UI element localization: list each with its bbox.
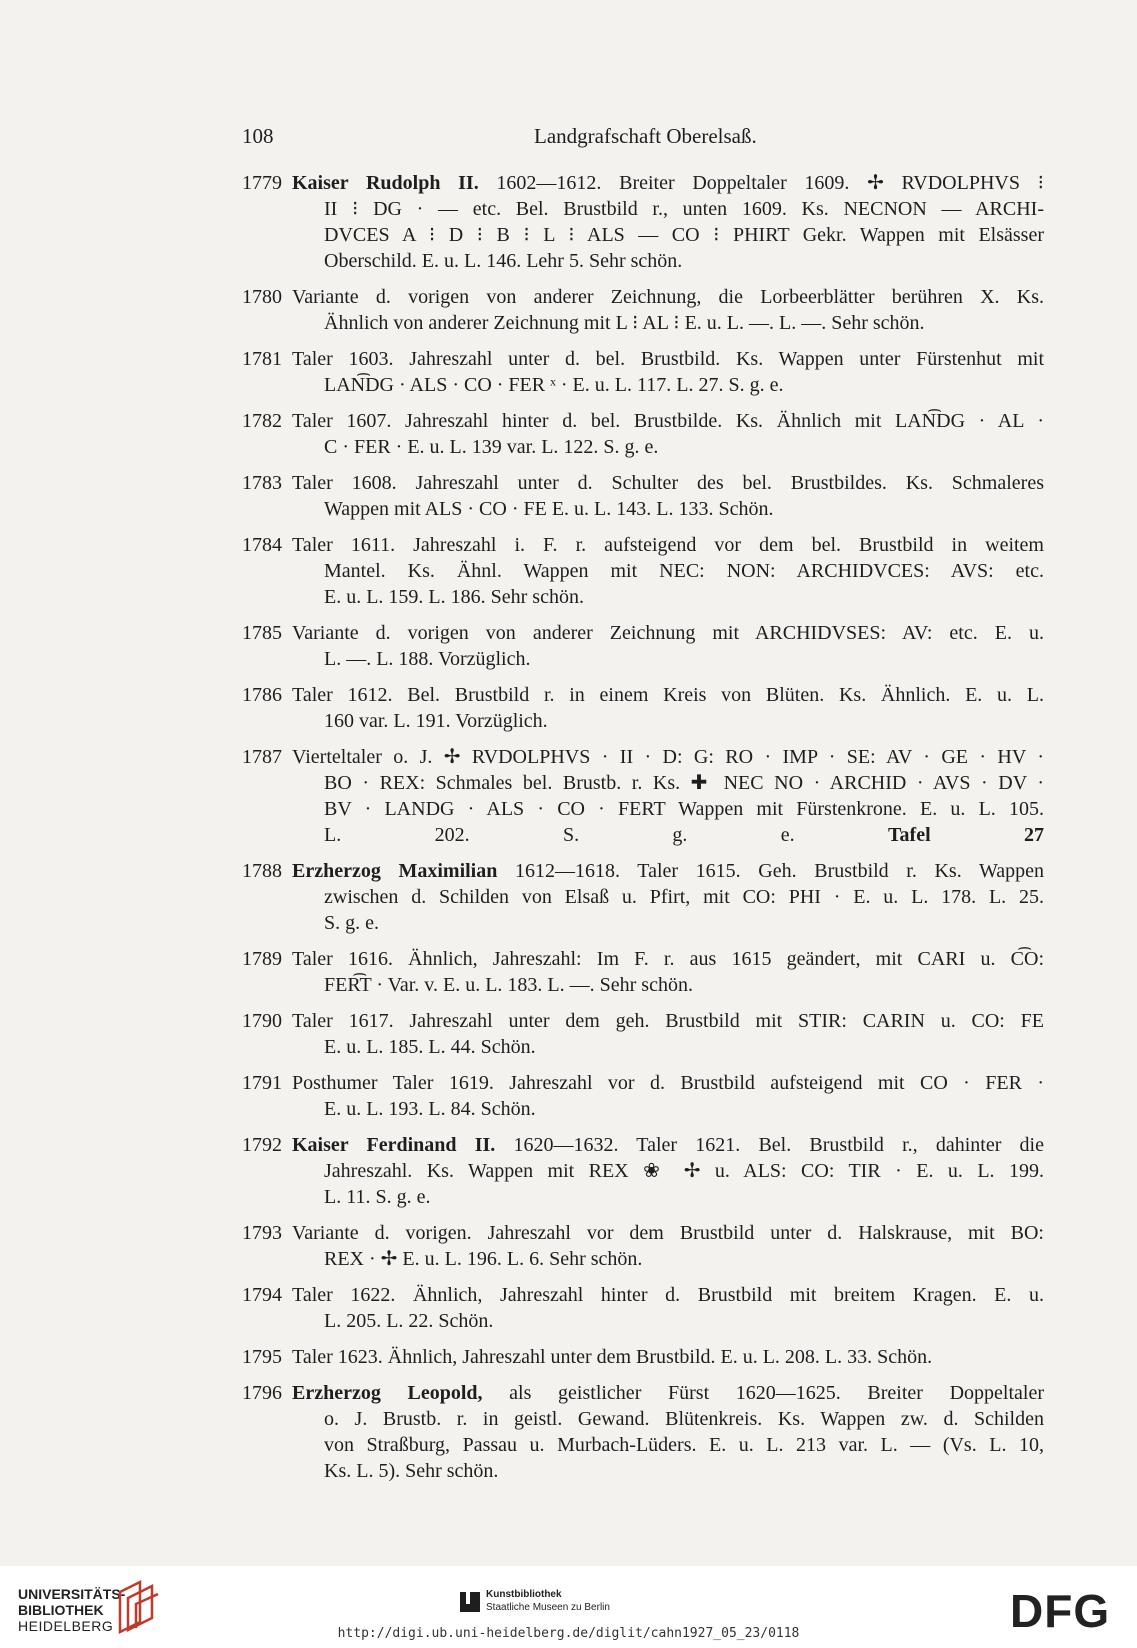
entry-text: E. u. L. 159. L. 186. Sehr schön. — [324, 586, 584, 608]
entry-text: Taler 1612. Bel. Brustbild r. in einem Kreis von Blüten. Ks. Ähnlich. E. u. L. — [292, 684, 1044, 706]
catalog-entry — [242, 284, 1044, 336]
catalog-entry — [242, 532, 1044, 610]
entry-line — [292, 284, 1044, 310]
entry-text: Posthumer Taler 1619. Jahreszahl vor d. Brustbild aufsteigend mit CO · FER · — [292, 1072, 1044, 1094]
entry-text: L. 202. S. g. e. — [324, 824, 795, 846]
kunstbibliothek-logo[interactable] — [486, 1588, 610, 1614]
entry-line — [292, 858, 1044, 884]
entry-line — [292, 408, 1044, 434]
entry-line — [292, 1380, 1044, 1406]
entry-line — [324, 1246, 1044, 1272]
kunstbibliothek-mark-icon — [458, 1590, 482, 1614]
entry-text: L. —. L. 188. Vorzüglich. — [324, 648, 531, 670]
entry-line — [292, 1008, 1044, 1034]
page-number: 108 — [242, 124, 274, 148]
entry-text: Taler 1622. Ähnlich, Jahreszahl hinter d. Brustbild mit breitem Kragen. E. u. — [292, 1284, 1044, 1306]
entry-line — [324, 1096, 1044, 1122]
entry-text: Taler 1608. Jahreszahl unter d. Schulter des bel. Brustbildes. Ks. Schmaleres — [292, 472, 1044, 494]
entry-line — [292, 1282, 1044, 1308]
catalog-entry — [242, 170, 1044, 274]
entry-line — [324, 372, 1044, 398]
kunstbibliothek-name: Kunstbibliothek — [486, 1589, 562, 1600]
entry-line — [324, 558, 1044, 584]
catalog-entry — [242, 1282, 1044, 1334]
kunstbibliothek-sub: Staatliche Museen zu Berlin — [486, 1602, 610, 1613]
catalog-entry — [242, 1220, 1044, 1272]
entry-line — [292, 682, 1044, 708]
entry-line — [324, 972, 1044, 998]
entry-text: Taler 1616. Ähnlich, Jahreszahl: Im F. r. aus 1615 geändert, mit CARI u. C͡O: — [292, 948, 1044, 970]
entry-number: 1779 — [242, 172, 282, 194]
entry-line — [324, 1458, 1044, 1484]
catalog-entry — [242, 1380, 1044, 1484]
entry-number: 1791 — [242, 1072, 282, 1094]
entry-text: Vierteltaler o. J. ✢ RVDOLPHVS · II · D: G: RO · IMP · SE: AV · GE · HV · — [292, 746, 1044, 768]
catalog-entry — [242, 1070, 1044, 1122]
ruler-name: Kaiser Rudolph II. — [292, 172, 479, 194]
entry-line — [324, 496, 1044, 522]
entry-line — [324, 708, 1044, 734]
entry-line — [324, 770, 1044, 796]
entry-line — [292, 744, 1044, 770]
entry-number: 1787 — [242, 746, 282, 768]
entry-number: 1782 — [242, 410, 282, 432]
entry-line — [324, 910, 1044, 936]
entry-text: Mantel. Ks. Ähnl. Wappen mit NEC: NON: ARCHIDVCES: AVS: etc. — [324, 560, 1044, 582]
entry-text: 1620—1632. Taler 1621. Bel. Brustbild r., dahinter die — [495, 1134, 1044, 1156]
entry-text: Variante d. vorigen von anderer Zeichnung, die Lorbeerblätter berühren X. Ks. — [292, 286, 1044, 308]
ruler-name: Kaiser Ferdinand II. — [292, 1134, 496, 1156]
entry-line — [324, 196, 1044, 222]
entry-line — [324, 434, 1044, 460]
entry-line — [324, 646, 1044, 672]
entry-text: E. u. L. 185. L. 44. Schön. — [324, 1036, 536, 1058]
entry-line — [324, 1432, 1044, 1458]
entry-line — [324, 1406, 1044, 1432]
plate-reference: Tafel 27 — [888, 824, 1045, 846]
entry-number: 1792 — [242, 1134, 282, 1156]
entry-line — [324, 310, 1044, 336]
entry-number: 1796 — [242, 1382, 282, 1404]
catalog-entry — [242, 1008, 1044, 1060]
entry-text: BV · LANDG · ALS · CO · FERT Wappen mit Fürstenkrone. E. u. L. 105. — [324, 798, 1044, 820]
page-header — [242, 124, 1042, 154]
permalink-url[interactable]: http://digi.ub.uni-heidelberg.de/diglit/cahn1927_05_23/0118 — [337, 1626, 800, 1641]
ub-logo-line1: UNIVERSITÄTS- — [18, 1586, 126, 1602]
entry-line — [324, 584, 1044, 610]
catalog-entry — [242, 346, 1044, 398]
entry-text: L. 205. L. 22. Schön. — [324, 1310, 494, 1332]
entry-text: Ähnlich von anderer Zeichnung mit L ⁝ AL ⁝ E. u. L. —. L. —. Sehr schön. — [324, 312, 925, 334]
entry-line — [292, 532, 1044, 558]
entry-line — [292, 346, 1044, 372]
entry-number: 1785 — [242, 622, 282, 644]
entry-line — [324, 1184, 1044, 1210]
entry-text: von Straßburg, Passau u. Murbach-Lüders. E. u. L. 213 var. L. — (Vs. L. 10, — [324, 1434, 1044, 1456]
entry-text: Variante d. vorigen von anderer Zeichnung mit ARCHIDVSES: AV: etc. E. u. — [292, 622, 1044, 644]
entry-text: REX · ✢ E. u. L. 196. L. 6. Sehr schön. — [324, 1248, 643, 1270]
ub-logo-line2: BIBLIOTHEK — [18, 1602, 104, 1618]
entry-text: DVCES A ⁝ D ⁝ B ⁝ L ⁝ ALS — CO ⁝ PHIRT Gekr. Wappen mit Elsässer — [324, 224, 1044, 246]
entry-number: 1780 — [242, 286, 282, 308]
ruler-name: Erzherzog Leopold, — [292, 1382, 483, 1404]
catalog-entry — [242, 858, 1044, 936]
entry-number: 1781 — [242, 348, 282, 370]
catalog-entry — [242, 1132, 1044, 1210]
entry-text: Oberschild. E. u. L. 146. Lehr 5. Sehr schön. — [324, 250, 683, 272]
entry-text: II ⁝ DG · — etc. Bel. Brustbild r., unten 1609. Ks. NECNON — ARCHI- — [324, 198, 1044, 220]
catalog-entry — [242, 620, 1044, 672]
entry-text: als geistlicher Fürst 1620—1625. Breiter Doppeltaler — [482, 1382, 1045, 1404]
entry-line — [324, 1158, 1044, 1184]
entry-number: 1789 — [242, 948, 282, 970]
entry-text: o. J. Brustb. r. in geistl. Gewand. Blütenkreis. Ks. Wappen zw. d. Schilden — [324, 1408, 1044, 1430]
entry-text: Taler 1617. Jahreszahl unter dem geh. Brustbild mit STIR: CARIN u. CO: FE — [292, 1010, 1044, 1032]
entry-number: 1784 — [242, 534, 282, 556]
entry-text: FER͡T · Var. v. E. u. L. 183. L. —. Sehr schön. — [324, 974, 693, 996]
entry-line — [324, 884, 1044, 910]
catalog-entry — [242, 744, 1044, 848]
entry-line — [324, 222, 1044, 248]
entry-text: Ks. L. 5). Sehr schön. — [324, 1460, 499, 1482]
entry-line — [292, 1132, 1044, 1158]
catalog-entry — [242, 682, 1044, 734]
entry-text: zwischen d. Schilden von Elsaß u. Pfirt, mit CO: PHI · E. u. L. 178. L. 25. — [324, 886, 1044, 908]
entry-line — [324, 822, 1044, 848]
entry-text: 1602—1612. Breiter Doppeltaler 1609. ✢ RVDOLPHVS ⁝ — [478, 172, 1044, 194]
entry-line — [292, 1220, 1044, 1246]
entry-line — [292, 946, 1044, 972]
entry-text: 160 var. L. 191. Vorzüglich. — [324, 710, 548, 732]
ruler-name: Erzherzog Maximilian — [292, 860, 498, 882]
entry-line — [292, 170, 1044, 196]
entry-number: 1793 — [242, 1222, 282, 1244]
dfg-logo[interactable]: DFG — [1010, 1585, 1111, 1637]
entry-number: 1795 — [242, 1346, 282, 1368]
entry-text: E. u. L. 193. L. 84. Schön. — [324, 1098, 536, 1120]
entry-line — [324, 796, 1044, 822]
entry-line — [292, 470, 1044, 496]
ub-logo-line3: HEIDELBERG — [18, 1618, 114, 1634]
entry-text: Jahreszahl. Ks. Wappen mit REX ❀ ✢ u. ALS: CO: TIR · E. u. L. 199. — [324, 1160, 1044, 1182]
footer-bar — [0, 1566, 1137, 1648]
entry-text: LAN͡DG · ALS · CO · FER ˣ · E. u. L. 117. L. 27. S. g. e. — [324, 374, 784, 396]
entry-text: BO · REX: Schmales bel. Brustb. r. Ks. ✚ NEC NO · ARCHID · AVS · DV · — [324, 772, 1044, 794]
entry-text: Taler 1623. Ähnlich, Jahreszahl unter dem Brustbild. E. u. L. 208. L. 33. Schön. — [292, 1346, 933, 1368]
entry-line — [292, 620, 1044, 646]
entry-number: 1788 — [242, 860, 282, 882]
entry-line — [324, 1308, 1044, 1334]
entry-text: 1612—1618. Taler 1615. Geh. Brustbild r. Ks. Wappen — [497, 860, 1044, 882]
catalog-entry — [242, 408, 1044, 460]
running-title: Landgrafschaft Oberelsaß. — [534, 124, 757, 148]
entry-text: Taler 1607. Jahreszahl hinter d. bel. Brustbilde. Ks. Ähnlich mit LAN͡DG · AL · — [292, 410, 1044, 432]
catalog-entry — [242, 946, 1044, 998]
entry-text: C · FER · E. u. L. 139 var. L. 122. S. g. e. — [324, 436, 659, 458]
entry-line — [324, 248, 1044, 274]
entry-text: Taler 1611. Jahreszahl i. F. r. aufsteigend vor dem bel. Brustbild in weitem — [292, 534, 1044, 556]
entry-text: L. 11. S. g. e. — [324, 1186, 431, 1208]
catalog-entry — [242, 1344, 1044, 1370]
entry-text: Wappen mit ALS · CO · FE E. u. L. 143. L. 133. Schön. — [324, 498, 774, 520]
entry-number: 1794 — [242, 1284, 282, 1306]
entry-text: S. g. e. — [324, 912, 379, 934]
entry-line — [292, 1070, 1044, 1096]
entry-number: 1783 — [242, 472, 282, 494]
entry-text: Variante d. vorigen. Jahreszahl vor dem Brustbild unter d. Halskrause, mit BO: — [292, 1222, 1044, 1244]
catalog-entry — [242, 470, 1044, 522]
entry-number: 1786 — [242, 684, 282, 706]
entry-text: Taler 1603. Jahreszahl unter d. bel. Brustbild. Ks. Wappen unter Fürstenhut mit — [292, 348, 1044, 370]
entry-line — [324, 1034, 1044, 1060]
entry-line — [292, 1344, 1044, 1370]
catalog-entries — [242, 170, 1044, 1494]
entry-number: 1790 — [242, 1010, 282, 1032]
